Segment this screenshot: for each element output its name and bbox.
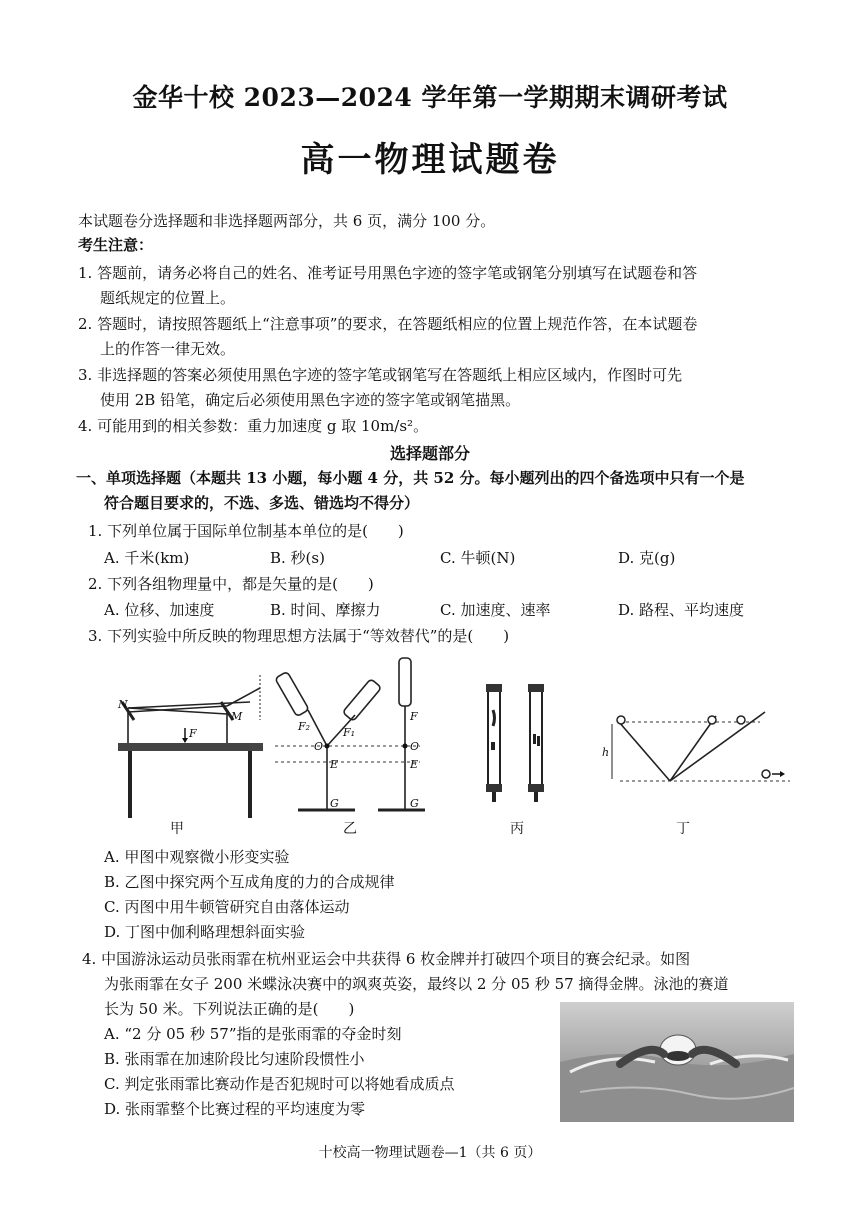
q4-stem-line3: 长为 50 米。下列说法正确的是( ) xyxy=(104,1000,355,1018)
label-h: h xyxy=(602,746,610,759)
figure-jia xyxy=(117,675,263,818)
q4-option-b: B. 张雨霏在加速阶段比匀速阶段惯性小 xyxy=(104,1050,365,1068)
notice-1-line2: 题纸规定的位置上。 xyxy=(100,289,236,307)
caption-bing: 丙 xyxy=(510,821,524,837)
spring-scale-f xyxy=(399,658,411,706)
q2-option-b: B. 时间、摩擦力 xyxy=(270,601,381,619)
q2-option-a: A. 位移、加速度 xyxy=(104,601,215,619)
caption-yi: 乙 xyxy=(343,821,357,837)
q1-option-d: D. 克(g) xyxy=(618,549,676,567)
label-e-left: E xyxy=(330,758,339,771)
notice-3-line1: 3. 非选择题的答案必须使用黑色字迹的签字笔或钢笔写在答题纸上相应区域内，作图时可先 xyxy=(78,366,683,384)
label-n: N xyxy=(118,698,128,711)
label-f2: F₂ xyxy=(298,720,311,733)
label-e-right: E xyxy=(410,758,419,771)
q2-option-d: D. 路程、平均速度 xyxy=(618,601,745,619)
swimmer-photo xyxy=(560,1002,794,1122)
table-top xyxy=(118,743,263,751)
part1-line1: 一、单项选择题（本题共 13 小题，每小题 4 分，共 52 分。每小题列出的四个备选项中只有一个是 xyxy=(76,469,745,487)
figure-yi xyxy=(275,658,425,810)
notice-2-line1: 2. 答题时，请按照答题纸上“注意事项”的要求，在答题纸相应的位置上规范作答，在本试题卷 xyxy=(78,315,698,333)
label-g-left: G xyxy=(330,797,339,810)
q4-stem-line2: 为张雨霏在女子 200 米蝶泳决赛中的飒爽英姿，最终以 2 分 05 秒 57 摘得金牌。泳池的赛道 xyxy=(104,975,729,993)
newton-tube-left xyxy=(488,688,500,788)
notice-2-line2: 上的作答一律无效。 xyxy=(100,340,236,358)
label-f-yi: F xyxy=(410,710,418,723)
q1-option-a: A. 千米(km) xyxy=(104,549,190,567)
q4-option-c: C. 判定张雨霏比赛动作是否犯规时可以将她看成质点 xyxy=(104,1075,455,1093)
paper-title: 高一物理试题卷 xyxy=(300,140,560,180)
q1-option-b: B. 秒(s) xyxy=(270,549,325,567)
label-m: M xyxy=(231,710,243,723)
label-g-right: G xyxy=(410,797,419,810)
figure-ding xyxy=(602,712,790,781)
q4-option-d: D. 张雨霏整个比赛过程的平均速度为零 xyxy=(104,1100,366,1118)
q1-stem: 1. 下列单位属于国际单位制基本单位的是( ) xyxy=(88,522,404,540)
notice-3-line2: 使用 2B 铅笔，确定后必须使用黑色字迹的签字笔或钢笔描黑。 xyxy=(100,391,521,409)
q4-stem-line1: 4. 中国游泳运动员张雨霏在杭州亚运会中共获得 6 枚金牌并打破四个项目的赛会纪录。如图 xyxy=(82,950,691,968)
q3-stem: 3. 下列实验中所反映的物理思想方法属于“等效替代”的是( ) xyxy=(88,627,510,645)
figure-bing xyxy=(486,684,544,802)
q3-option-a: A. 甲图中观察微小形变实验 xyxy=(104,848,290,866)
spring-scale-f2 xyxy=(275,671,309,716)
exam-title: 金华十校 2023—2024 学年第一学期期末调研考试 xyxy=(132,83,728,112)
q4-option-a: A. “2 分 05 秒 57”指的是张雨霏的夺金时刻 xyxy=(104,1025,402,1043)
q3-option-b: B. 乙图中探究两个互成角度的力的合成规律 xyxy=(104,873,395,891)
q2-option-c: C. 加速度、速率 xyxy=(440,601,551,619)
caption-ding: 丁 xyxy=(676,821,690,837)
caption-jia: 甲 xyxy=(170,821,184,837)
notice-title: 考生注意： xyxy=(78,236,154,254)
q3-option-d: D. 丁图中伽利略理想斜面实验 xyxy=(104,923,306,941)
page-footer: 十校高一物理试题卷—1（共 6 页） xyxy=(318,1145,542,1161)
label-f-jia: F xyxy=(189,727,197,740)
label-o-left: O xyxy=(314,740,324,753)
notice-4-line1: 4. 可能用到的相关参数：重力加速度 g 取 10m/s²。 xyxy=(78,417,429,435)
spring-scale-f1 xyxy=(342,679,381,722)
section-title: 选择题部分 xyxy=(389,444,470,463)
intro-text: 本试题卷分选择题和非选择题两部分，共 6 页，满分 100 分。 xyxy=(78,212,496,230)
part1-line2: 符合题目要求的，不选、多选、错选均不得分） xyxy=(104,494,420,512)
label-o-right: O xyxy=(410,740,420,753)
notice-1-line1: 1. 答题前，请务必将自己的姓名、准考证号用黑色字迹的签字笔或钢笔分别填写在试题卷和答 xyxy=(78,264,698,282)
q1-option-c: C. 牛顿(N) xyxy=(440,549,516,567)
q3-option-c: C. 丙图中用牛顿管研究自由落体运动 xyxy=(104,898,350,916)
label-f1: F₁ xyxy=(343,726,356,739)
q3-figures xyxy=(100,650,800,850)
q2-stem: 2. 下列各组物理量中，都是矢量的是( ) xyxy=(88,575,374,593)
